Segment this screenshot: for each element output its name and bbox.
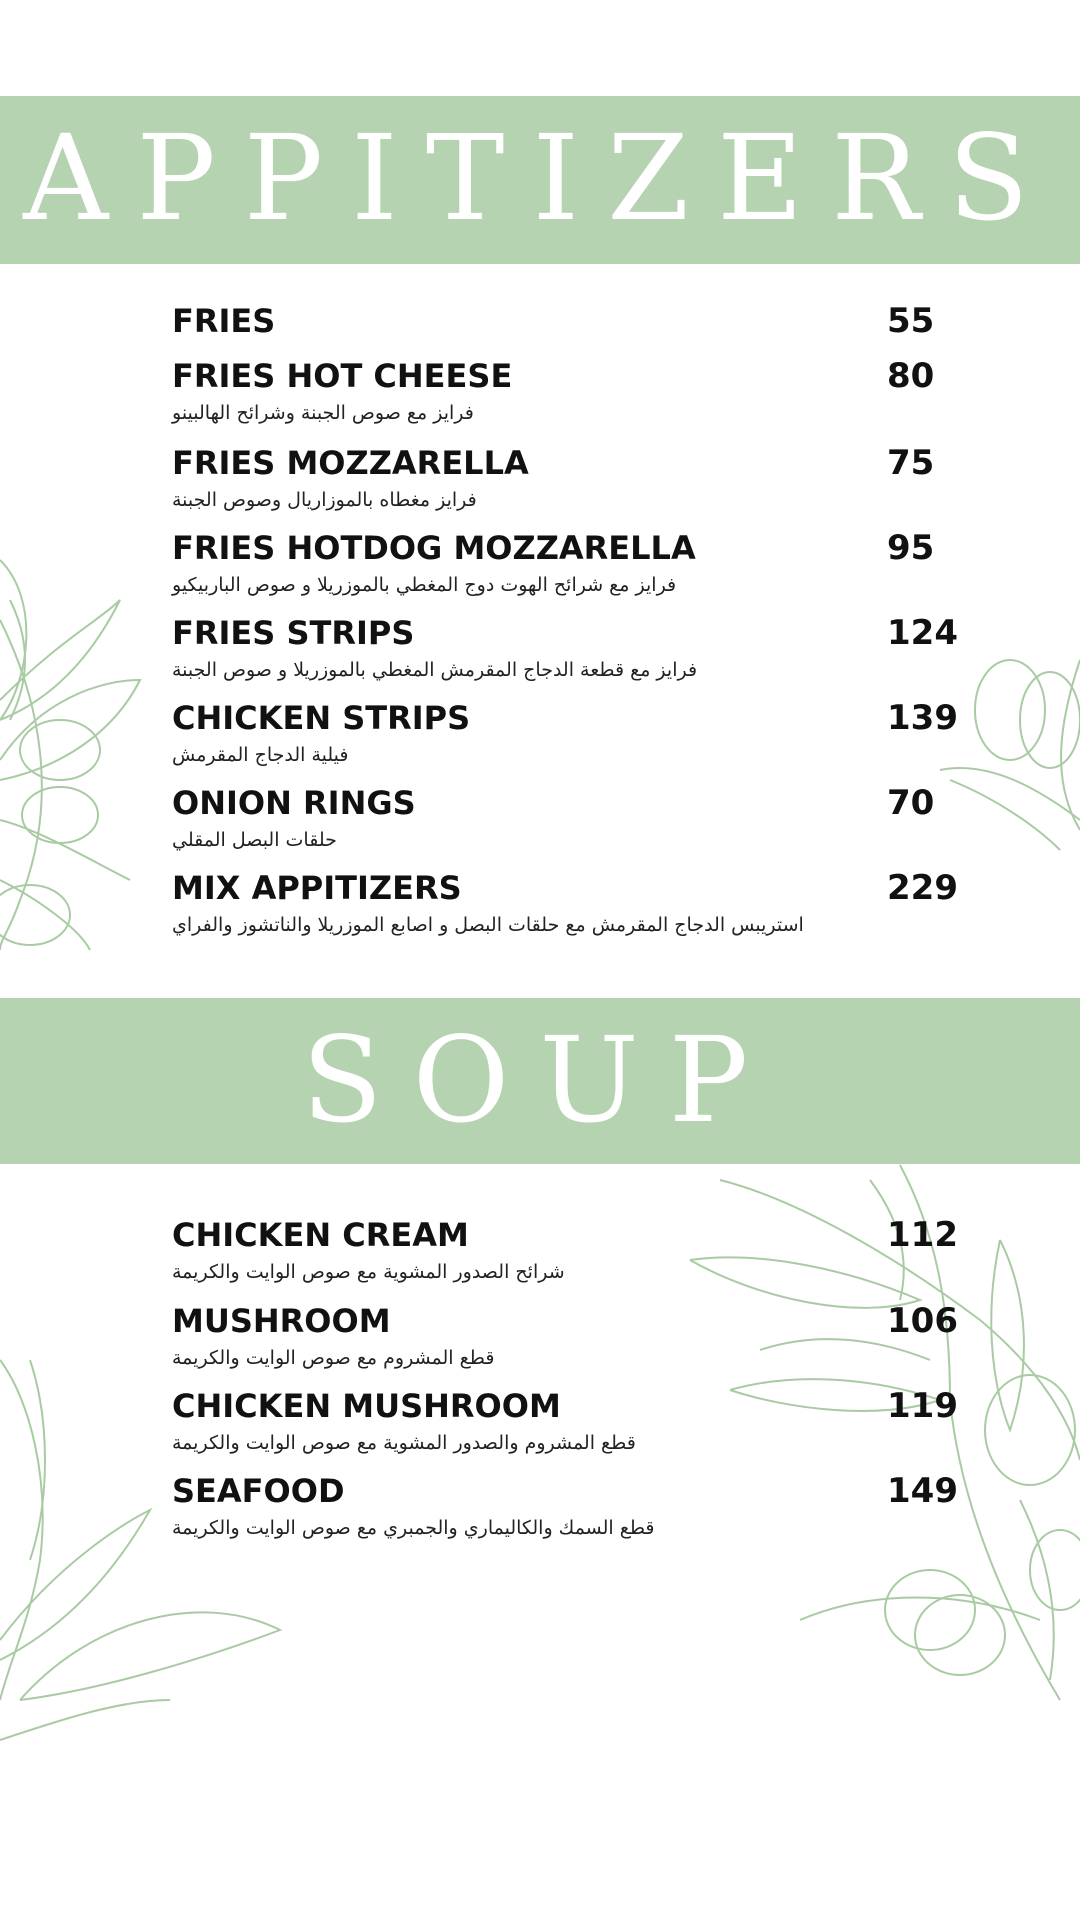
item-description: استريبس الدجاج المقرمش مع حلقات البصل و اصابع الموزريلا والناتشوز والفراي xyxy=(172,914,804,936)
item-name: MIX APPITIZERS xyxy=(172,869,462,907)
section-title: SOUP xyxy=(301,1011,779,1149)
item-name: FRIES HOTDOG MOZZARELLA xyxy=(172,529,696,567)
item-description: فرايز مع قطعة الدجاج المقرمش المغطي بالموزريلا و صوص الجبنة xyxy=(172,659,698,681)
item-description: فرايز مع صوص الجبنة وشرائح الهالبينو xyxy=(172,402,474,424)
item-price: 139 xyxy=(887,698,958,738)
item-name: CHICKEN CREAM xyxy=(172,1216,469,1254)
item-price: 70 xyxy=(887,783,935,823)
soup-banner xyxy=(0,998,1080,1164)
item-price: 106 xyxy=(887,1301,958,1341)
item-description: حلقات البصل المقلي xyxy=(172,829,337,851)
section-title: APPITIZERS xyxy=(23,109,1057,247)
olive-branch-left-icon xyxy=(0,560,140,950)
item-name: FRIES MOZZARELLA xyxy=(172,444,529,482)
appetizers-banner xyxy=(0,96,1080,264)
item-price: 229 xyxy=(887,868,958,908)
item-price: 55 xyxy=(887,301,935,341)
item-price: 124 xyxy=(887,613,958,653)
item-price: 119 xyxy=(887,1386,958,1426)
item-name: SEAFOOD xyxy=(172,1472,345,1510)
item-name: MUSHROOM xyxy=(172,1302,391,1340)
item-name: CHICKEN STRIPS xyxy=(172,699,471,737)
olive-branch-soup-icon xyxy=(690,1165,1080,1700)
item-price: 95 xyxy=(887,528,935,568)
item-description: فرايز مع شرائح الهوت دوج المغطي بالموزريلا و صوص الباربيكيو xyxy=(172,574,677,596)
item-description: قطع المشروم مع صوص الوايت والكريمة xyxy=(172,1347,495,1369)
olive-branch-right-icon xyxy=(940,660,1080,850)
item-price: 149 xyxy=(887,1471,958,1511)
item-description: فرايز مغطاه بالموزاريال وصوص الجبنة xyxy=(172,489,477,511)
item-description: شرائح الصدور المشوية مع صوص الوايت والكريمة xyxy=(172,1261,565,1283)
item-name: FRIES xyxy=(172,302,276,340)
item-description: قطع السمك والكاليماري والجمبري مع صوص الوايت والكريمة xyxy=(172,1517,655,1539)
item-name: ONION RINGS xyxy=(172,784,416,822)
item-price: 80 xyxy=(887,356,935,396)
item-description: فيلية الدجاج المقرمش xyxy=(172,744,349,766)
item-name: CHICKEN MUSHROOM xyxy=(172,1387,561,1425)
item-description: قطع المشروم والصدور المشوية مع صوص الوايت والكريمة xyxy=(172,1432,636,1454)
item-name: FRIES STRIPS xyxy=(172,614,415,652)
item-name: FRIES HOT CHEESE xyxy=(172,357,513,395)
item-price: 112 xyxy=(887,1215,958,1255)
item-price: 75 xyxy=(887,443,935,483)
